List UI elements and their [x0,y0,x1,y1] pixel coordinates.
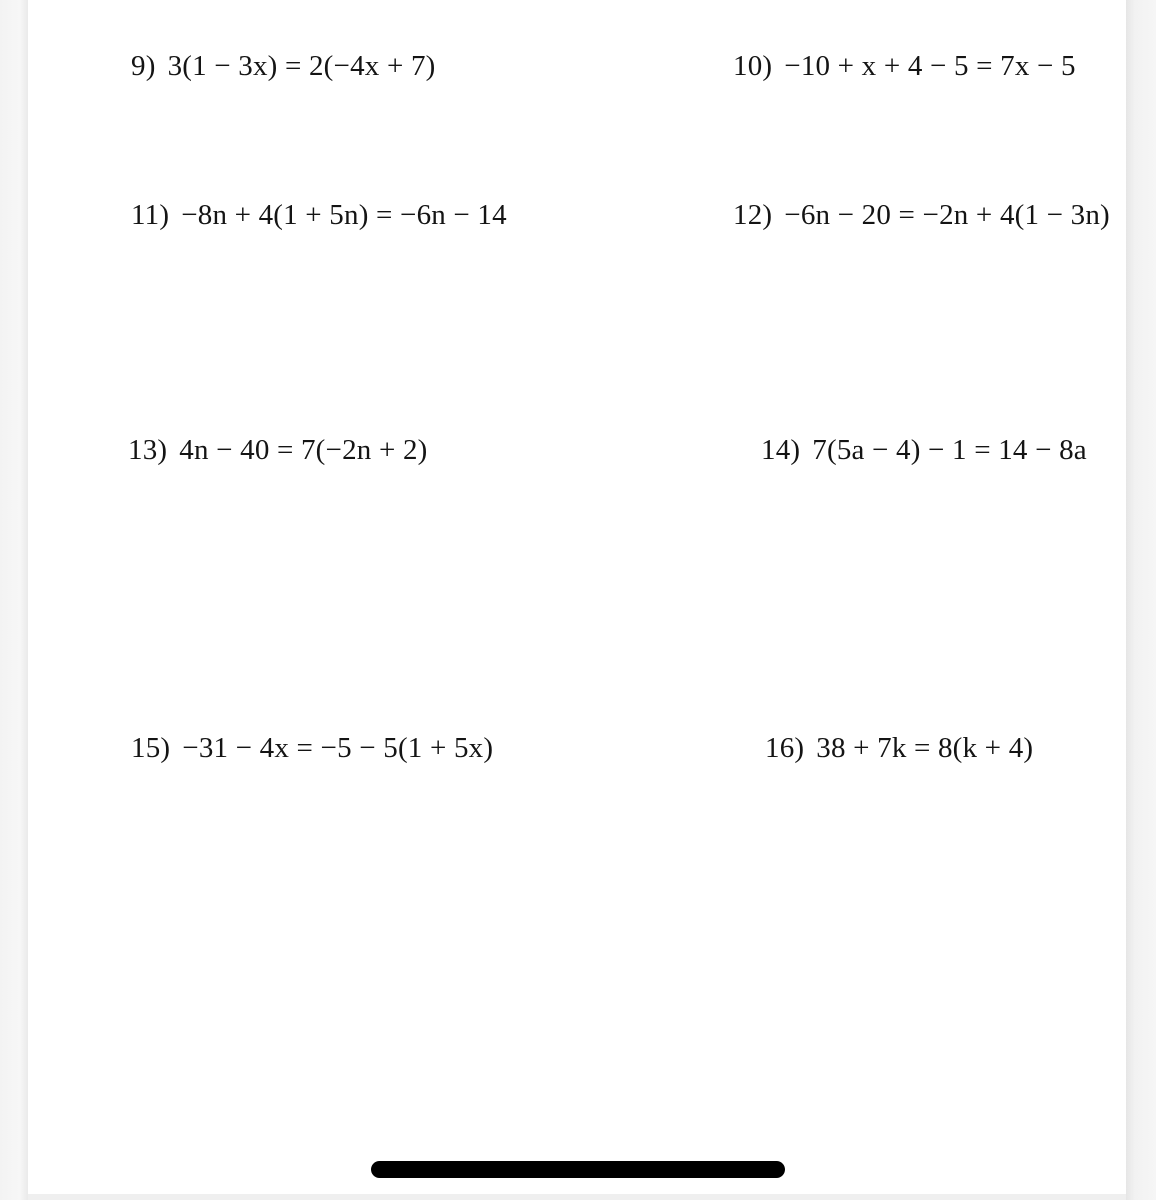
problem-equation: −31 − 4x = −5 − 5(1 + 5x) [182,732,494,764]
problem-number: 13) [128,434,168,466]
problem-16 [765,730,1033,766]
problem-number: 9) [131,50,156,82]
problem-equation: −8n + 4(1 + 5n) = −6n − 14 [181,199,507,231]
problem-13 [128,432,428,468]
bottom-margin [28,1194,1126,1200]
right-margin [1126,0,1156,1200]
problem-equation: −6n − 20 = −2n + 4(1 − 3n) [784,199,1110,231]
problem-11 [131,197,507,233]
problem-number: 14) [761,434,801,466]
problem-equation: −10 + x + 4 − 5 = 7x − 5 [784,50,1076,82]
worksheet-page [28,0,1126,1194]
problem-number: 16) [765,732,805,764]
problem-equation: 4n − 40 = 7(−2n + 2) [179,434,428,466]
problem-number: 12) [733,199,773,231]
problem-equation: 3(1 − 3x) = 2(−4x + 7) [167,50,436,82]
problem-equation: 7(5a − 4) − 1 = 14 − 8a [812,434,1087,466]
problem-10 [733,48,1076,84]
problem-number: 11) [131,199,170,231]
problem-12 [733,197,1110,233]
problem-9 [131,48,436,84]
problem-15 [131,730,493,766]
problem-14 [761,432,1087,468]
problem-number: 15) [131,732,171,764]
left-margin [0,0,28,1200]
problem-number: 10) [733,50,773,82]
problem-equation: 38 + 7k = 8(k + 4) [816,732,1034,764]
home-indicator[interactable] [371,1161,785,1178]
